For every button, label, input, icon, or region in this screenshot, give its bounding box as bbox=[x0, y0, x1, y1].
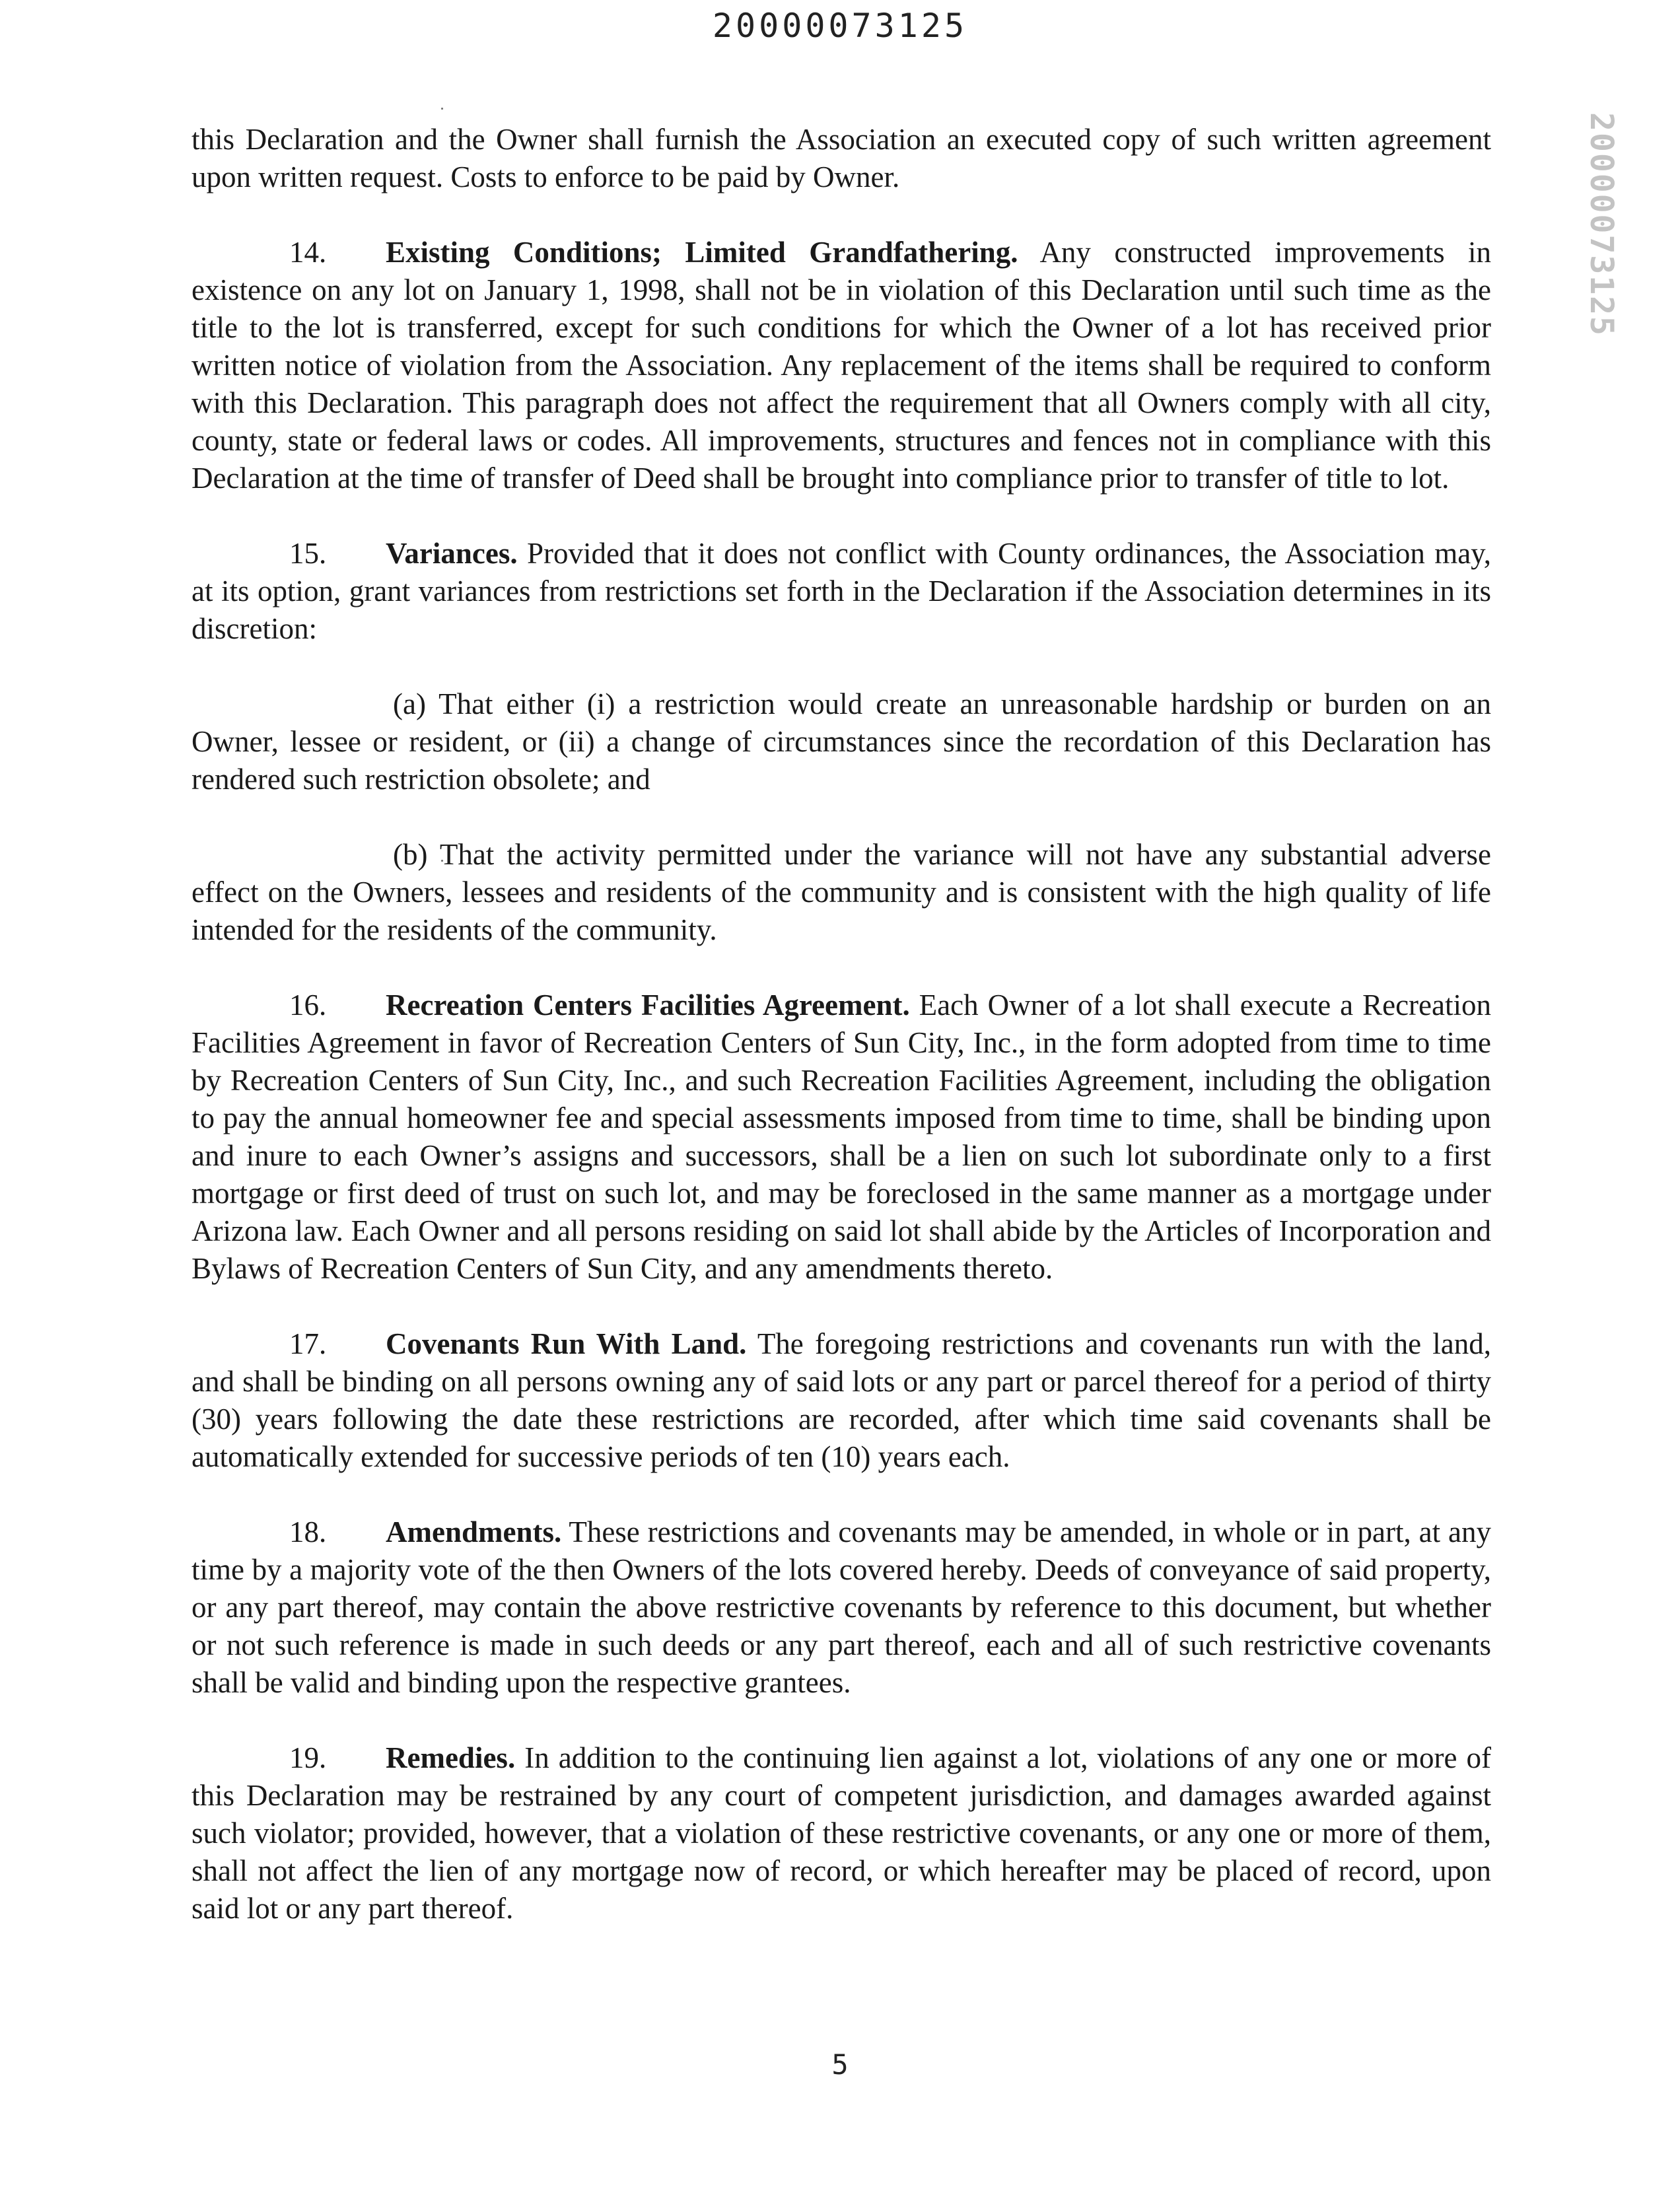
section-17 bbox=[192, 1325, 1491, 1476]
section-heading: Amendments. bbox=[386, 1515, 562, 1548]
section-heading: Variances. bbox=[386, 537, 518, 570]
section-15-a bbox=[192, 685, 1491, 798]
section-16 bbox=[192, 987, 1491, 1288]
section-heading: Existing Conditions; Limited Grandfathering. bbox=[386, 236, 1018, 269]
scan-speck bbox=[441, 108, 443, 110]
subsection-text: (b) That the activity permitted under the variance will not have any substantial adverse effect on the Owners, lessees and residents of the community and is consistent with the high quality of life intended for the residents of the community. bbox=[192, 838, 1491, 946]
paragraph-continuation bbox=[192, 121, 1491, 196]
section-heading: Recreation Centers Facilities Agreement. bbox=[386, 989, 910, 1022]
section-number: 19. bbox=[289, 1741, 327, 1774]
section-text: These restrictions and covenants may be amended, in whole or in part, at any time by a majority vote of the then Owners of the lots covered hereby. Deeds of conveyance of said property, or any part thereof, may contain the above restrictive covenants by reference to this document, but whether or not such reference is made in such deeds or any part thereof, each and all of such restrictive covenants shall be valid and binding upon the respective grantees. bbox=[192, 1515, 1491, 1699]
section-14 bbox=[192, 234, 1491, 497]
section-heading: Covenants Run With Land. bbox=[386, 1327, 747, 1360]
section-15-b bbox=[192, 836, 1491, 949]
section-heading: Remedies. bbox=[386, 1741, 516, 1774]
section-text: Provided that it does not conflict with County ordinances, the Association may, at its option, grant variances from restrictions set forth in the Declaration if the Association determines in its discretion: bbox=[192, 537, 1491, 645]
section-number: 18. bbox=[289, 1515, 327, 1548]
paragraph-text: this Declaration and the Owner shall furnish the Association an executed copy of such written agreement upon written request. Costs to enforce to be paid by Owner. bbox=[192, 123, 1491, 193]
section-text: Any constructed improvements in existence on any lot on January 1, 1998, shall not be in violation of this Declaration until such time as the title to the lot is transferred, except for such conditions for which the Owner of a lot has received prior written notice of violation from the Association. Any replacement of the items shall be required to conform with this Declaration. This paragraph does not affect the requirement that all Owners comply with all city, county, state or federal laws or codes. All improvements, structures and fences not in compliance with this Declaration at the time of transfer of Deed shall be brought into compliance prior to transfer of title to lot. bbox=[192, 236, 1491, 495]
section-18 bbox=[192, 1513, 1491, 1702]
section-number: 15. bbox=[289, 537, 327, 570]
section-number: 16. bbox=[289, 989, 327, 1022]
section-19 bbox=[192, 1739, 1491, 1927]
side-stamp-text: 20000073125 bbox=[1583, 112, 1620, 337]
section-text: The foregoing restrictions and covenants run with the land, and shall be binding on all persons owning any of said lots or any part or parcel thereof for a period of thirty (30) years following the date these restrictions are recorded, after which time said covenants shall be automatically extended for successive periods of ten (10) years each. bbox=[192, 1327, 1491, 1473]
section-15 bbox=[192, 535, 1491, 648]
subsection-text: (a) That either (i) a restriction would create an unreasonable hardship or burden on an Owner, lessee or resident, or (ii) a change of circumstances since the recordation of this Declaration has rendered such restriction obsolete; and bbox=[192, 687, 1491, 796]
section-number: 14. bbox=[289, 236, 327, 269]
section-text: Each Owner of a lot shall execute a Recreation Facilities Agreement in favor of Recreation Centers of Sun City, Inc., in the form adopted from time to time by Recreation Centers of Sun City, Inc., and such Recreation Facilities Agreement, including the obligation to pay the annual homeowner fee and special assessments imposed from time to time, shall be binding upon and inure to each Owner’s assigns and successors, shall be a lien on such lot subordinate only to a first mortgage or first deed of trust on such lot, and may be foreclosed in the same manner as a mortgage under Arizona law. Each Owner and all persons residing on said lot shall abide by the Articles of Incorporation and Bylaws of Recreation Centers of Sun City, and any amendments thereto. bbox=[192, 989, 1491, 1285]
section-number: 17. bbox=[289, 1327, 327, 1360]
side-stamp bbox=[1582, 114, 1619, 338]
section-text: In addition to the continuing lien against a lot, violations of any one or more of this Declaration may be restrained by any court of competent jurisdiction, and damages awarded against such violator; provided, however, that a violation of these restrictive covenants, or any one or more of them, shall not affect the lien of any mortgage now of record, or which hereafter may be placed of record, upon said lot or any part thereof. bbox=[192, 1741, 1491, 1925]
document-number: 20000073125 bbox=[712, 7, 968, 45]
page-number: 5 bbox=[831, 2048, 849, 2081]
document-body bbox=[192, 121, 1491, 1927]
